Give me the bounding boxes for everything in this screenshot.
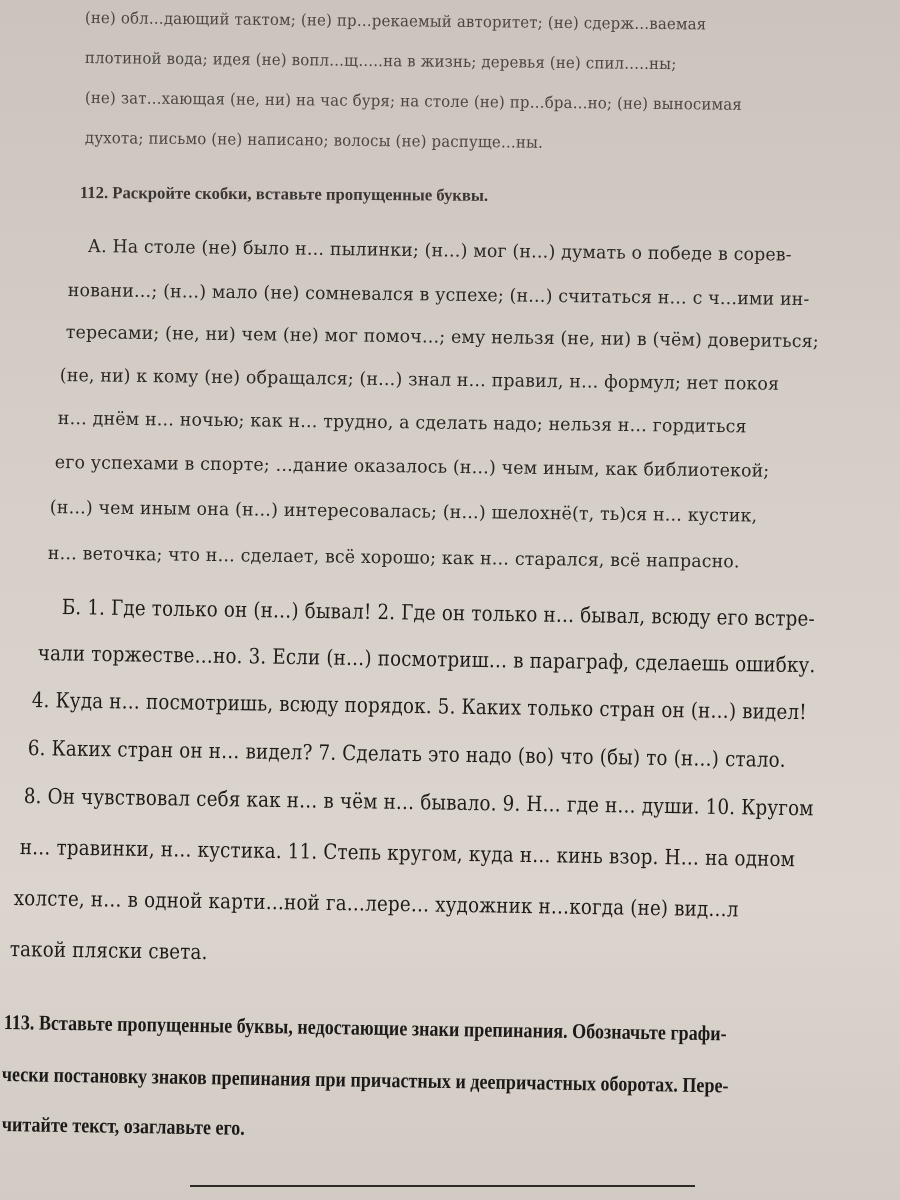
part-a-line: А. На столе (не) было н… пылинки; (н…) мог (н…) думать о победе в сорев-: [87, 236, 792, 266]
intro-line: плотиной вода; идея (не) вопл…щ…..на в жизнь; деревья (не) спил…..ны;: [84, 48, 677, 74]
part-a-line: н… веточка; что н… сделает, всё хорошо; как н… старался, всё напрасно.: [47, 543, 740, 573]
exercise-113-line: чески постановку знаков препинания при причастных и деепричастных оборотах. Пере-: [1, 1062, 729, 1098]
part-b-line: 6. Каких стран он н… видел? 7. Сделать это надо (во) что (бы) то (н…) стало.: [27, 736, 786, 772]
exercise-112-heading: 112. Раскройте скобки, вставьте пропущенные буквы.: [79, 183, 489, 205]
part-b-line: холсте, н… в одной карти…ной га…лере… художник н…когда (не) вид…л: [13, 886, 739, 922]
part-b-line: 4. Куда н… посмотришь, всюду порядок. 5. Каких только стран он (н…) видел!: [31, 688, 807, 725]
part-b-line: такой пляски света.: [9, 937, 208, 965]
intro-line: духота; письмо (не) написано; волосы (не) распуще…ны.: [84, 128, 544, 152]
exercise-113-line: 113. Вставьте пропущенные буквы, недостающие знаки препинания. Обозначьте графи-: [3, 1010, 727, 1046]
part-b-line: Б. 1. Где только он (н…) бывал! 2. Где он только н… бывал, всюду его встре-: [61, 595, 816, 631]
part-b-line: чали торжестве…но. 3. Если (н…) посмотриш… в параграф, сделаешь ошибку.: [37, 641, 816, 678]
intro-line: (не) зат…хающая (не, ни) на час буря; на столе (не) пр…бра…но; (не) выносимая: [84, 88, 743, 114]
part-a-line: н… днём н… ночью; как н… трудно, а сделать надо; нельзя н… гордиться: [57, 408, 747, 438]
answer-underline: [190, 1185, 695, 1187]
part-b-line: н… травинки, н… кустика. 11. Степь кругом, куда н… кинь взор. Н… на одном: [19, 835, 796, 872]
part-b-line: 8. Он чувствовал себя как н… в чём н… бывало. 9. Н… где н… души. 10. Кругом: [23, 784, 814, 821]
part-a-line: (н…) чем иным она (н…) интересовалась; (н…) шелохнё(т, ть)ся н… кустик,: [49, 497, 758, 527]
part-a-line: тересами; (не, ни) чем (не) мог помоч…; ему нельзя (не, ни) в (чём) довериться;: [65, 322, 819, 353]
part-a-line: новани…; (н…) мало (не) сомневался в успехе; (н…) считаться н… с ч…ими ин-: [67, 280, 810, 311]
exercise-113-line: читайте текст, озаглавьте его.: [1, 1112, 245, 1140]
part-a-line: его успехами в спорте; …дание оказалось (н…) чем иным, как библиотекой;: [54, 452, 770, 482]
part-a-line: (не, ни) к кому (не) обращался; (н…) знал н… правил, н… формул; нет покоя: [59, 365, 780, 395]
intro-line: (не) обл…дающий тактом; (не) пр…рекаемый авторитет; (не) сдерж…ваемая: [84, 8, 707, 34]
